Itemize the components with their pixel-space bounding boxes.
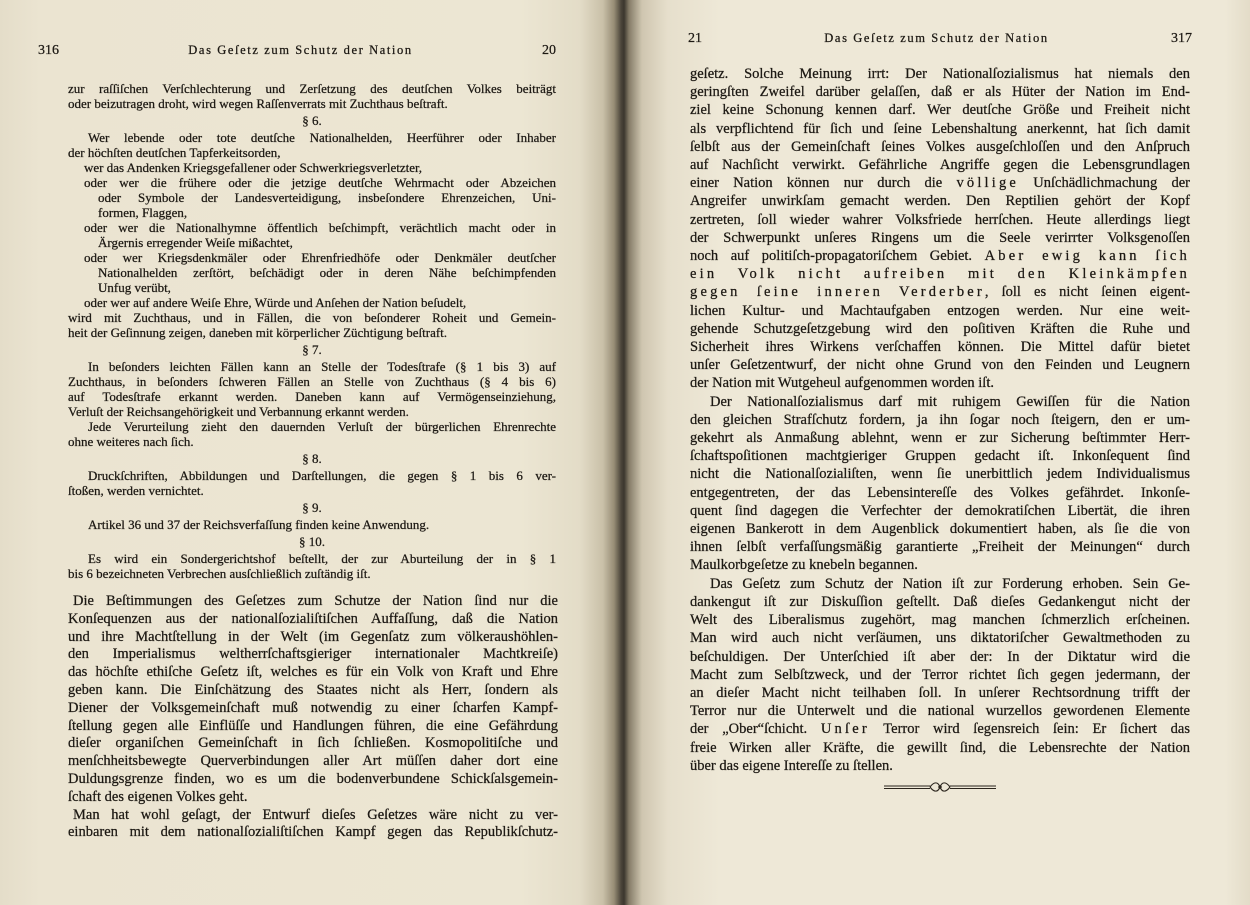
- text-line: Maulkorbgeſetze zu knebeln begannen.: [690, 557, 918, 574]
- text-line: beſchuldigen. Der Unterſchied iſt aber der: In der Diktatur wird die: [690, 648, 1190, 665]
- paragraph: [68, 310, 556, 340]
- text-line: Die Beſtimmungen des Geſetzes zum Schutze der Nation ſind nur die: [73, 593, 558, 609]
- text-line: freie Wirken aller Kräfte, die gewillt ſind, die Lebensrechte der Nation: [690, 739, 1190, 756]
- text-line: eigenen Bankerott in dem Augenblick dokumentiert haben, als ſie die von: [690, 521, 1190, 538]
- text-line: In beſonders leichten Fällen kann an Stelle der Todesſtrafe (§ 1 bis 3) auf: [88, 359, 556, 374]
- text-line: geſetz. Solche Meinung irrt: Der Nationalſozialismus hat niemals den: [690, 66, 1190, 82]
- text-line: ziel keine Schonung kennen darf. Wer deutſche Größe und Freiheit nicht: [690, 102, 1190, 119]
- clause: [68, 250, 556, 295]
- page-header: [38, 43, 556, 59]
- text-segment: einer Nation können nur durch die: [690, 175, 957, 192]
- text-line: Druckſchriften, Abbildungen und Darſtellungen, die gegen § 1 bis 6 ver-: [88, 468, 556, 483]
- ornament-rule-icon: [880, 780, 1000, 794]
- text-line: oder wer die frühere oder die jetzige deutſche Wehrmacht oder Abzeichen: [84, 175, 556, 190]
- text-line: auf Nachſicht verwirkt. Gefährliche Angriffe gegen die Lebensgrundlagen: [690, 157, 1190, 174]
- text-line: [690, 720, 1190, 738]
- text-line: ſelbſt aus der Gemeinſchaft ſeines Volkes ausgeſchloſſen und den Anſpruch: [690, 138, 1190, 155]
- paragraph: [68, 593, 558, 807]
- section-heading: § 9.: [302, 500, 322, 515]
- text-line: wer das Andenken Kriegsgefallener oder Schwerkriegsverletzter,: [84, 160, 423, 175]
- text-line: ſchaft des eigenen Volkes geht.: [68, 788, 248, 805]
- paragraph: [68, 81, 556, 111]
- text-line: oder Symbole der Landesverteidigung, insbeſondere Ehrenzeichen, Uni-: [98, 190, 556, 205]
- text-line: geringſten Zweifel darüber gelaſſen, daß er als Hüter der Nation im End-: [690, 84, 1190, 101]
- clause: [68, 220, 556, 250]
- section-heading: § 6.: [302, 113, 322, 128]
- text-line: formen, Flaggen,: [98, 205, 188, 220]
- text-line: an dieſer Macht nicht teilhaben ſoll. In unſerer Rechtsordnung trifft der: [690, 684, 1190, 701]
- clause: [68, 160, 556, 175]
- text-line: ſtellung gegen alle Einflüſſe und Handlungen führen, die eine Gefährdung: [68, 717, 558, 734]
- spaced-emphasis: Aber ewig kann ſich: [984, 248, 1190, 265]
- text-line: dieſer organiſchen Gemeinſchaft in ſich ſchließen. Kosmopolitiſche und: [68, 735, 558, 752]
- text-segment: Unſchädlichmachung der: [1019, 175, 1191, 192]
- text-line: Macht zum Selbſtzweck, und der Terror richtet ſich gegen jedermann, der: [690, 666, 1190, 683]
- text-line: gekehrt als Anmaßung ablehnt, wenn er zur Sicherung beſtimmter Herr-: [690, 430, 1190, 447]
- text-line: zur raſſiſchen Verſchlechterung und Zerſetzung des deutſchen Volkes beiträgt: [68, 81, 556, 96]
- text-segment: , ſoll es nicht ſeinen eigent-: [984, 284, 1191, 301]
- text-line: quent ſind dagegen die Verfechter der demokratiſchen Libertät, die ihren: [690, 502, 1190, 519]
- paragraph: [690, 393, 1190, 575]
- page-header: [688, 31, 1192, 47]
- text-line: Man hat wohl geſagt, der Entwurf dieſes Geſetzes wäre nicht zu ver-: [73, 806, 558, 823]
- text-line: unſer Geſetzentwurf, der nicht ohne Grund von den Feinden und Leugnern: [690, 357, 1190, 374]
- text-line: Welt des Liberalismus zugehört, mag manchen ſchmerzlich erſcheinen.: [690, 612, 1190, 629]
- spaced-emphasis: Unſer: [820, 721, 870, 738]
- section-heading: § 10.: [299, 534, 325, 549]
- text-line: über das eigene Intereſſe zu ſtellen.: [690, 757, 893, 774]
- text-line: oder wer auf andere Weiſe Ehre, Würde und Anſehen der Nation beſudelt,: [84, 295, 467, 310]
- text-line: auf Todesſtrafe erkannt werden. Daneben kann auf Vermögenseinziehung,: [68, 389, 556, 404]
- text-segment: der „Ober“ſchicht.: [690, 721, 821, 738]
- text-line: dankengut iſt zur Diskuſſion geſtellt. Daß dieſes Gedankengut nicht der: [690, 593, 1190, 610]
- text-line: Unfug verübt,: [98, 280, 171, 295]
- text-line: der höchſten deutſchen Tapferkeitsorden,: [68, 145, 281, 160]
- text-line: Das Geſetz zum Schutz der Nation iſt zur Forderung erhoben. Sein Ge-: [710, 575, 1190, 592]
- page-number: 317: [1171, 31, 1192, 46]
- text-line: [690, 265, 1190, 283]
- text-line: [690, 283, 1190, 301]
- text-line: der Nation mit Wutgeheul aufgenommen worden iſt.: [690, 375, 994, 392]
- text-line: Konſequenzen aus der nationalſozialiſtiſchen Auffaſſung, daß die Nation: [68, 610, 558, 627]
- text-line: Verluſt der Reichsangehörigkeit und Verbannung erkannt werden.: [68, 404, 409, 419]
- text-line: einbaren mit dem nationalſozialiſtiſchen Kampf gegen das Republikſchutz-: [68, 824, 558, 841]
- text-line: Artikel 36 und 37 der Reichsverfaſſung finden keine Anwendung.: [88, 517, 430, 532]
- clause: [68, 295, 556, 310]
- text-line: lichen Kultur- und Machtaufgaben entzogen werden. Nur eine weit-: [690, 302, 1190, 319]
- text-line: und ihre Machtſtellung in der Welt (im Gegenſatz zum völkeraushöhlen-: [68, 628, 558, 645]
- header-number: 21: [688, 31, 702, 46]
- text-line: geben kann. Die Einſchätzung des Staates nicht als Herr, ſondern als: [68, 681, 558, 698]
- text-line: den gleichen Strafſchutz fordern, ja ihn ſogar noch ſteigern, den er um-: [690, 411, 1190, 428]
- paragraph: [68, 551, 556, 581]
- text-line: den Imperialismus weltherrſchaftsgieriger internationaler Machtkreiſe): [68, 646, 558, 663]
- text-line: Duldungsgrenze finden, wo es um die bodenverbundene Schickſalsgemein-: [68, 770, 558, 787]
- text-line: gehende Schutzgeſetzgebung wird den poſitiven Kräften die Ruhe und: [690, 320, 1190, 337]
- text-line: bis 6 bezeichneten Verbrechen ausſchließlich zuſtändig iſt.: [68, 566, 371, 581]
- page-number: 316: [38, 43, 59, 58]
- section-heading: § 7.: [302, 342, 322, 357]
- text-line: Wer lebende oder tote deutſche Nationalhelden, Heerführer oder Inhaber: [88, 130, 556, 145]
- spaced-emphasis: gegen ſeine inneren Verderber: [690, 284, 985, 301]
- text-line: Sicherheit ihres Wirkens verſchaffen können. Die Mittel dafür bietet: [690, 339, 1190, 356]
- spaced-emphasis: ein Volk nicht aufreiben mit den Kleinkämpfen: [690, 266, 1190, 283]
- text-line: Es wird ein Sondergerichtshof beſtellt, der zur Aburteilung der in § 1: [88, 551, 556, 566]
- paragraph: [68, 468, 556, 498]
- clause: [68, 175, 556, 220]
- text-line: Terror nur die Unterwelt und die national wurzellos gewordenen Elemente: [690, 703, 1190, 720]
- text-line: heit der Geſinnung zeigen, daneben mit körperlicher Züchtigung beſtraft.: [68, 325, 448, 340]
- text-line: das höchſte ethiſche Geſetz iſt, welches es für ein Volk von Kraft und Ehre: [68, 664, 558, 681]
- left-page: [0, 0, 618, 905]
- law-text: [68, 81, 556, 581]
- right-page: [628, 0, 1250, 905]
- text-line: ohne weiteres nach ſich.: [68, 434, 194, 449]
- paragraph: [68, 419, 556, 449]
- text-line: wird mit Zuchthaus, und in Fällen, die von beſonderer Roheit und Gemein-: [68, 310, 556, 325]
- text-line: oder beizutragen droht, wird wegen Raſſenverrats mit Zuchthaus beſtraft.: [68, 96, 448, 111]
- section-heading: § 8.: [302, 451, 322, 466]
- text-segment: Terror wird ſegensreich ſein: Er ſichert das: [869, 721, 1190, 738]
- text-line: Diener der Volksgemeinſchaft muß notwendig zu einer ſcharfen Kampf-: [68, 699, 558, 716]
- text-line: Angreifer unwirkſam gemacht werden. Den Reptilien gehört der Kopf: [690, 193, 1190, 210]
- paragraph: [690, 65, 1190, 393]
- text-line: oder wer die Nationalhymne öffentlich beſchimpft, verächtlich macht oder in: [84, 220, 556, 235]
- running-title: Das Geſetz zum Schutz der Nation: [824, 31, 1049, 45]
- text-line: ihnen ſelbſt verfaſſungsmäßig garantierte „Freiheit der Meinungen“ durch: [690, 539, 1190, 556]
- text-line: Jede Verurteilung zieht den dauernden Verluſt der bürgerlichen Ehrenrechte: [88, 419, 556, 434]
- text-line: Der Nationalſozialismus darf mit ruhigem Gewiſſen für die Nation: [710, 393, 1190, 410]
- header-number: 20: [542, 43, 556, 58]
- text-line: [690, 174, 1190, 192]
- text-line: menſchheitsbewegte Querverbindungen aller Art müſſen daher dort eine: [68, 753, 558, 770]
- text-line: nicht die Nationalſozialiſten, wenn ſie unerbittlich jedem Individualismus: [690, 466, 1190, 483]
- paragraph: [68, 807, 558, 843]
- text-line: Zuchthaus, in beſonders ſchweren Fällen an Stelle von Zuchthaus (§ 4 bis 6): [68, 374, 556, 389]
- text-line: der Schwerpunkt unſeres Ringens um die Seele verirrter Volksgenoſſen: [690, 229, 1190, 246]
- text-line: entgegentreten, der das Lebensintereſſe des Volkes gefährdet. Inkonſe-: [690, 484, 1190, 501]
- text-line: [690, 247, 1190, 265]
- text-line: oder wer Kriegsdenkmäler oder Ehrenfriedhöfe oder Denkmäler deutſcher: [84, 250, 556, 265]
- text-line: ſchaftspoſitionen machtgieriger Gruppen gedacht iſt. Inkonſequent ſind: [690, 448, 1190, 465]
- paragraph: [690, 575, 1190, 775]
- spaced-emphasis: völlige: [956, 175, 1020, 192]
- paragraph: [68, 359, 556, 419]
- paragraph: [68, 517, 556, 532]
- running-title: Das Geſetz zum Schutz der Nation: [188, 43, 413, 57]
- text-line: Nationalhelden zerſtört, beſchädigt oder in deren Nähe beſchimpfenden: [98, 265, 556, 280]
- commentary-text: [690, 65, 1190, 775]
- commentary-text: [68, 593, 558, 842]
- text-segment: noch auf politiſch-propagatoriſchem Gebiet.: [690, 248, 985, 265]
- text-line: als verpflichtend für ſich und ſeine Lebenshaltung anerkennt, hat ſich damit: [690, 120, 1190, 137]
- text-line: Ärgernis erregender Weiſe mißachtet,: [98, 235, 293, 250]
- text-line: Man wird auch nicht verſäumen, uns diktatoriſcher Gewaltmethoden zu: [690, 630, 1190, 647]
- text-line: ſtoßen, werden vernichtet.: [68, 483, 204, 498]
- text-line: zertreten, ſoll wieder wahrer Volksfriede herrſchen. Heute allerdings liegt: [690, 211, 1190, 228]
- paragraph: [68, 130, 556, 160]
